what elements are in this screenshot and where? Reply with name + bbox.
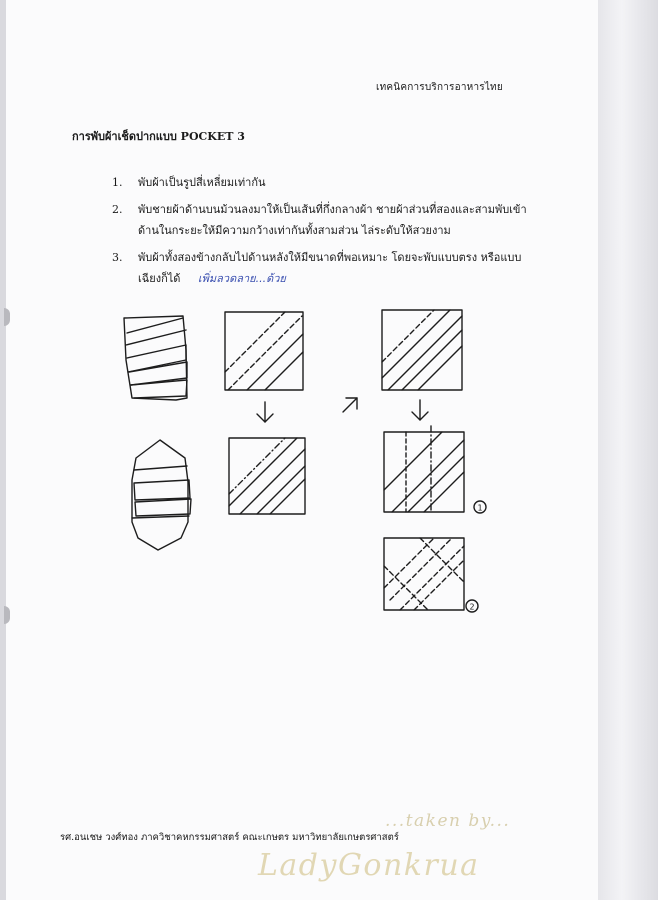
diagram-step-4-square [384, 426, 464, 512]
step-number: 3. [112, 251, 123, 264]
diagram-step-2-square [229, 438, 305, 514]
step-number: 1. [112, 176, 123, 189]
arrow-diagonal-icon [343, 398, 357, 412]
watermark-line-2: LadyGonkrua [258, 848, 480, 883]
handwritten-note: เพิ่มลวดลาย...ด้วย [197, 272, 286, 285]
watermark-line-1: ...taken by... [385, 811, 511, 831]
arrow-down-icon [257, 402, 273, 422]
diagram-step-5-square [384, 538, 464, 610]
page-title: การพับผ้าเช็ดปากแบบ POCKET 3 [72, 130, 245, 143]
step-text: พับผ้าเป็นรูปสี่เหลี่ยมเท่ากัน [138, 176, 266, 189]
diagram-step-1-square [225, 312, 303, 390]
circle-label-2: 2 [469, 602, 475, 612]
diagram-step-3-square [382, 310, 462, 390]
arrow-down-icon [412, 400, 428, 420]
sketch-banded-napkin [132, 440, 191, 550]
sketch-folded-pocket [124, 316, 187, 400]
course-header: เทคนิคการบริการอาหารไทย [376, 82, 503, 93]
step-text: พับชายผ้าด้านบนม้วนลงมาให้เป็นเส้นที่กึ่งกลางผ้า ชายผ้าส่วนที่สองและสามพับเข้าด้านในกระยะให้มีความกว้างเท่ากันทั้งสามส่วน ไล่ระดับให้สวยงาม [138, 203, 527, 237]
footer-author: รศ.อนเชษ วงศ์ทอง ภาควิชาคหกรรมศาสตร์ คณะเกษตร มหาวิทยาลัยเกษตรศาสตร์ [60, 832, 399, 843]
step-text: พับผ้าทั้งสองข้างกลับไปด้านหลังให้มีขนาดที่พอเหมาะ โดยจะพับแบบตรง หรือแบบเฉียงก็ได้ [138, 251, 522, 285]
step-number: 2. [112, 203, 123, 216]
circle-label-1: 1 [477, 503, 483, 513]
